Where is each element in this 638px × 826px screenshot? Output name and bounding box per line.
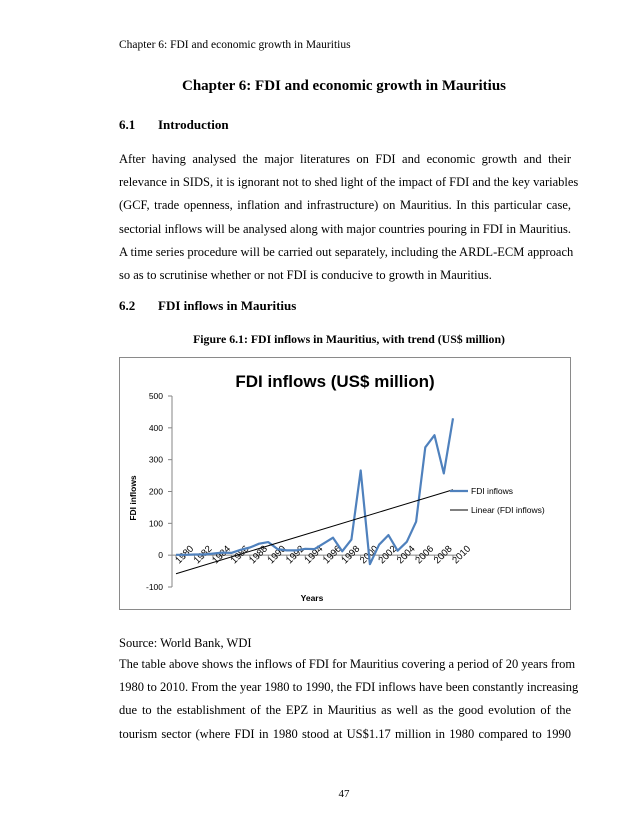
section-title: Introduction (158, 117, 229, 132)
figure-source: Source: World Bank, WDI (119, 636, 252, 650)
y-tick-label: 200 (148, 486, 163, 497)
x-tick-label: 2010 (450, 543, 474, 567)
y-tick-label: 400 (148, 422, 163, 433)
y-tick-label: 0 (158, 550, 163, 561)
body-line: due to the establishment of the EPZ in Mauritius as well as the good evolution of the (119, 703, 571, 718)
legend (450, 486, 545, 515)
running-header: Chapter 6: FDI and economic growth in Mauritius (119, 39, 351, 51)
intro-line: so as to scrutinise whether or not FDI is conducive to growth in Mauritius. (119, 268, 492, 283)
y-axis-ticks (146, 391, 172, 592)
x-tick-label: 1988 (247, 543, 270, 567)
x-tick-label: 2000 (358, 543, 381, 567)
chapter-title: Chapter 6: FDI and economic growth in Mauritius (181, 78, 507, 94)
section-number: 6.2 (119, 298, 136, 313)
fdi-chart (119, 357, 571, 610)
x-tick-label: 1992 (284, 543, 307, 567)
intro-line: (GCF, trade openness, inflation and infrastructure) on Mauritius. In this particular case, (119, 198, 571, 213)
intro-line: A time series procedure will be carried out separately, including the ARDL-ECM approach (119, 244, 574, 259)
x-tick-label: 1986 (228, 543, 252, 567)
x-tick-label: 2006 (413, 543, 437, 567)
intro-line: relevance in SIDS, it is ignorant not to shed light of the impact of FDI and the key variables (119, 175, 579, 190)
x-tick-label: 1994 (302, 543, 326, 567)
legend-label: FDI inflows (471, 486, 514, 496)
section-heading-introduction (119, 117, 569, 135)
intro-line: sectorial inflows will be analysed along with major countries pouring in FDI in Mauritius. (119, 221, 571, 236)
x-tick-label: 1984 (210, 543, 234, 567)
chart-svg (120, 358, 572, 611)
x-axis-label: Years (300, 593, 324, 603)
intro-line: After having analysed the major literatures on FDI and economic growth and their (119, 152, 571, 166)
body-paragraph (119, 653, 579, 746)
section-number: 6.1 (119, 117, 136, 132)
body-line: 1980 to 2010. From the year 1980 to 1990, the FDI inflows have been constantly increasing (119, 680, 579, 695)
legend-label: Linear (FDI inflows) (471, 505, 545, 515)
page-number: 47 (338, 788, 350, 800)
x-tick-label: 1998 (339, 543, 363, 567)
y-tick-label: 100 (148, 518, 163, 529)
chart-title: FDI inflows (US$ million) (235, 372, 435, 391)
x-tick-label: 2008 (431, 543, 455, 567)
section-heading-fdi-inflows (119, 298, 569, 316)
fdi-inflows-series-line (176, 418, 453, 564)
figure-caption: Figure 6.1: FDI inflows in Mauritius, with trend (US$ million) (193, 332, 505, 346)
x-tick-label: 2002 (376, 543, 400, 567)
y-tick-label: 500 (148, 391, 163, 401)
x-tick-label: 1990 (265, 543, 289, 567)
x-tick-label: 1980 (173, 543, 197, 567)
x-tick-label: 2004 (394, 543, 418, 567)
body-line: The table above shows the inflows of FDI for Mauritius covering a period of 20 years from (119, 657, 576, 671)
y-axis-label: FDI inflows (128, 475, 138, 521)
y-tick-label: 300 (148, 454, 163, 465)
section-title: FDI inflows in Mauritius (158, 298, 297, 313)
y-tick-label: -100 (145, 582, 163, 592)
x-tick-label: 1982 (191, 543, 215, 567)
intro-paragraph (119, 148, 579, 287)
body-line: tourism sector (where FDI in 1980 stood at US$1.17 million in 1980 compared to 1990 (119, 726, 571, 741)
x-tick-label: 1996 (321, 543, 344, 567)
